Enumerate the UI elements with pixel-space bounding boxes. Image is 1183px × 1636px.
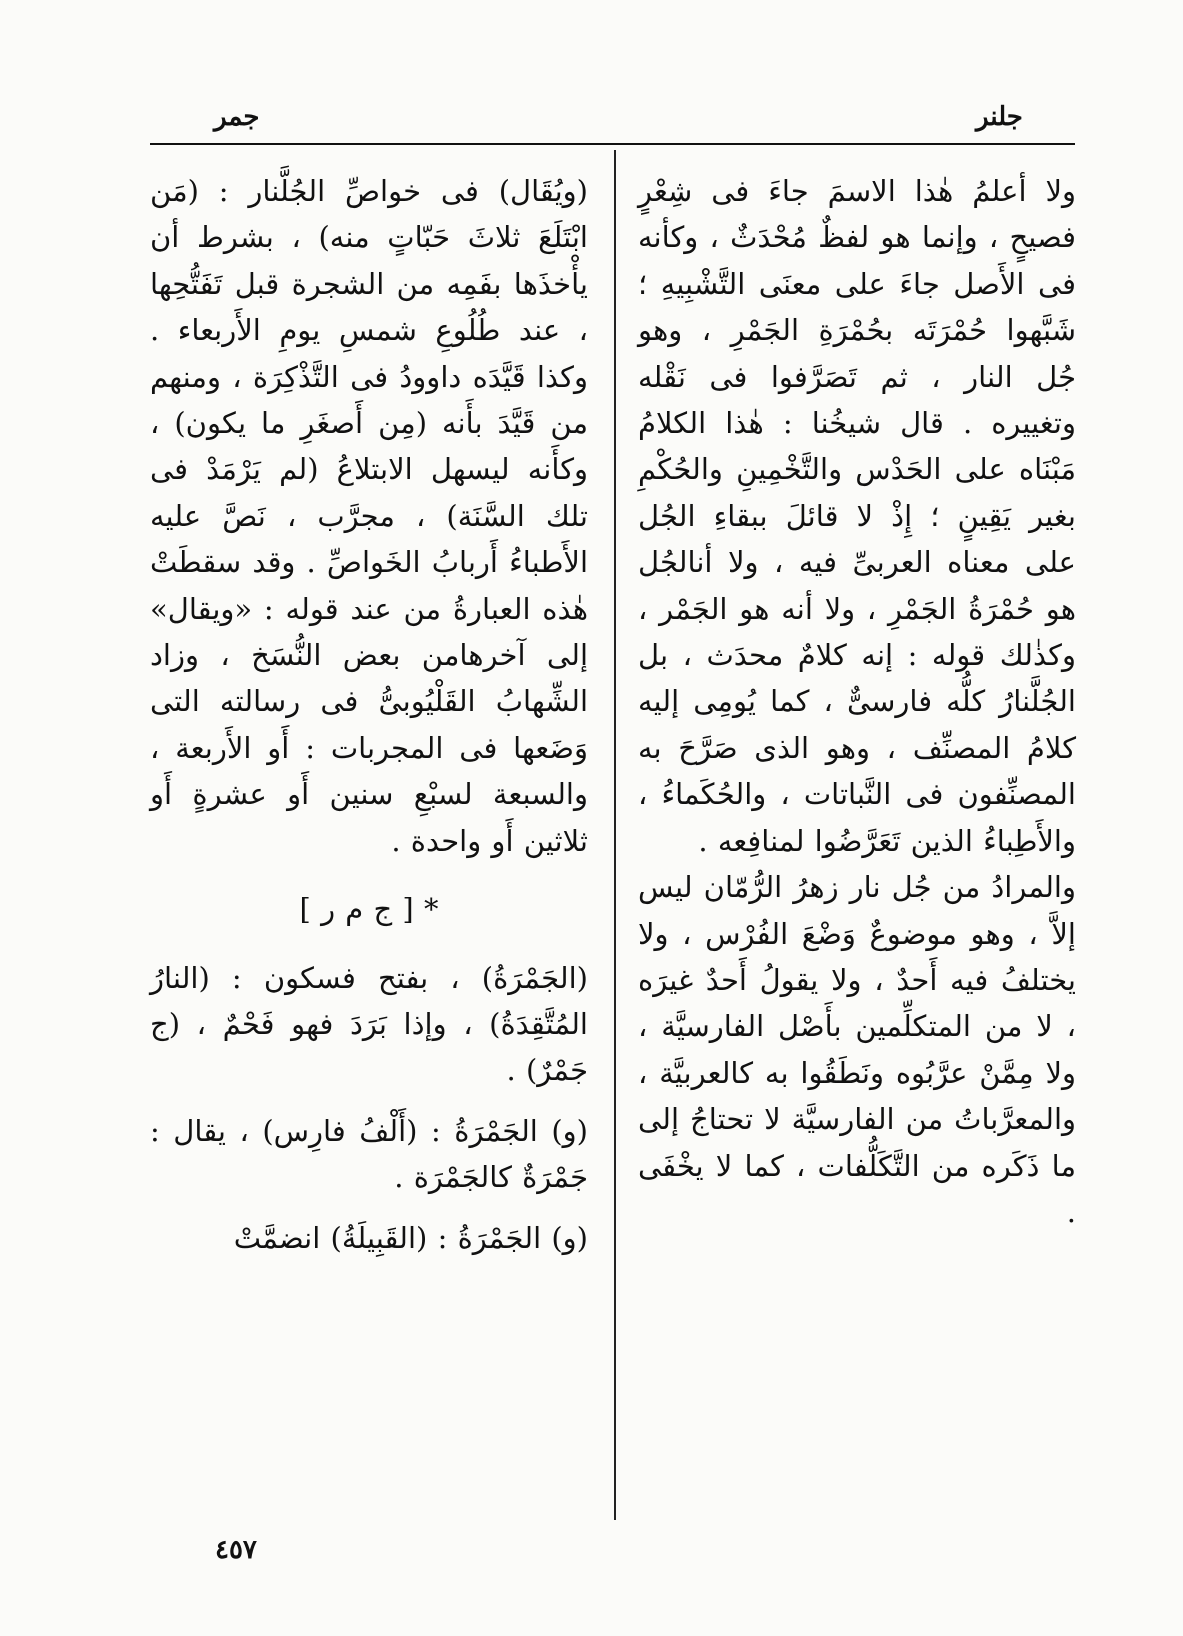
entry: (و) الجَمْرَةُ : (أَلْفُ فارِس) ، يقال : جَمْرَةٌ كالجَمْرَة . (150, 1113, 588, 1195)
header-keyword-left: جمر (214, 102, 260, 132)
entry: (الجَمْرَةُ) ، بفتح فسكون : (النارُ المُتَّقِدَةُ) ، وإذا بَرَدَ فهو فَحْمٌ ، (ج جَمْرٌ) . (150, 960, 588, 1088)
entry: (و) الجَمْرَةُ : (القَبِيلَةُ) انضمَّتْ (233, 1220, 588, 1255)
header-keyword-right: جلنر (976, 102, 1023, 132)
header-rule (150, 143, 1075, 145)
column-divider (614, 150, 616, 1520)
page-number: ٤٥٧ (215, 1535, 257, 1565)
right-column (638, 168, 1076, 1235)
left-column (150, 168, 588, 1261)
paragraph: ولا أعلمُ هٰذا الاسمَ جاءَ فى شِعْرٍ فصيحٍ ، وإنما هو لفظٌ مُحْدَثٌ ، وكأنه فى الأَصل جاءَ على معنَى التَّشْبِيهِ ؛ شَبَّهوا حُمْرَتَه بحُمْرَةِ الجَمْرِ ، وهو جُل النار ، ثم تَصَرَّفوا فى نَقْله وتغييره . قال شيخُنا : هٰذا الكلامُ مَبْنَاه على الحَدْس والتَّخْمِينِ والحُكْمِ بغير يَقِينٍ ؛ إِذْ لا قائلَ ببقاءِ الجُل على معناه العربىِّ فيه ، ولا أنالجُل هو حُمْرَةُ الجَمْرِ ، ولا أنه هو الجَمْر ، وكذٰلك قوله : إنه كلامٌ محدَث ، بل الجُلَّنارُ كلُّه فارسىٌّ ، كما يُومِى إليه كلامُ المصنِّف ، وهو الذى صَرَّحَ به المصنِّفون فى النَّباتات ، والحُكَماءُ ، والأَطِباءُ الذين تَعَرَّضُوا لمنافِعه . (638, 174, 1076, 858)
paragraph: والمرادُ من جُل نار زهرُ الرُّمّان ليس إلاَّ ، وهو موضوعٌ وَضْعَ الفُرْس ، ولا يختلفُ فيه أَحدٌ ، ولا يقولُ أَحدٌ غيرَه ، لا من المتكلِّمين بأَصْل الفارسيَّة ، ولا مِمَّنْ عرَّبُوه ونَطَقُوا به كالعربيَّة ، والمعرَّباتُ من الفارسيَّة لا تحتاجُ إلى ما ذَكَره من التَّكَلُّفات ، كما لا يخْفَى . (638, 870, 1076, 1229)
paragraph: (ويُقَال) فى خواصِّ الجُلَّنار : (مَن ابْتَلَعَ ثلاثَ حَبّاتٍ منه) ، بشرط أن يأْخذَها بفَمِه من الشجرة قبل تَفَتُّحِها ، عند طُلُوعِ شمسِ يومِ الأَربعاء . وكذا قَيَّدَه داوودُ فى التَّذْكِرَة ، ومنهم من قَيَّدَ بأَنه (مِن أَصغَرِ ما يكون) ، وكأَنه ليسهل الابتلاعُ (لم يَرْمَدْ فى تلك السَّنَة) ، مجرَّب ، نَصَّ عليه الأَطباءُ أَربابُ الخَواصِّ . وقد سقطَتْ هٰذه العبارةُ من عند قوله : «ويقال» إلى آخرهامن بعض النُّسَخ ، وزاد الشِّهابُ القَلْيُوبىُّ فى رسالته التى وَضَعها فى المجربات : أَو الأَربعة ، والسبعة لسبْعِ سنين أَو عشرةٍ أَو ثلاثين أَو واحدة . (150, 174, 588, 858)
section-heading: * [ ج م ر ] (299, 892, 439, 927)
